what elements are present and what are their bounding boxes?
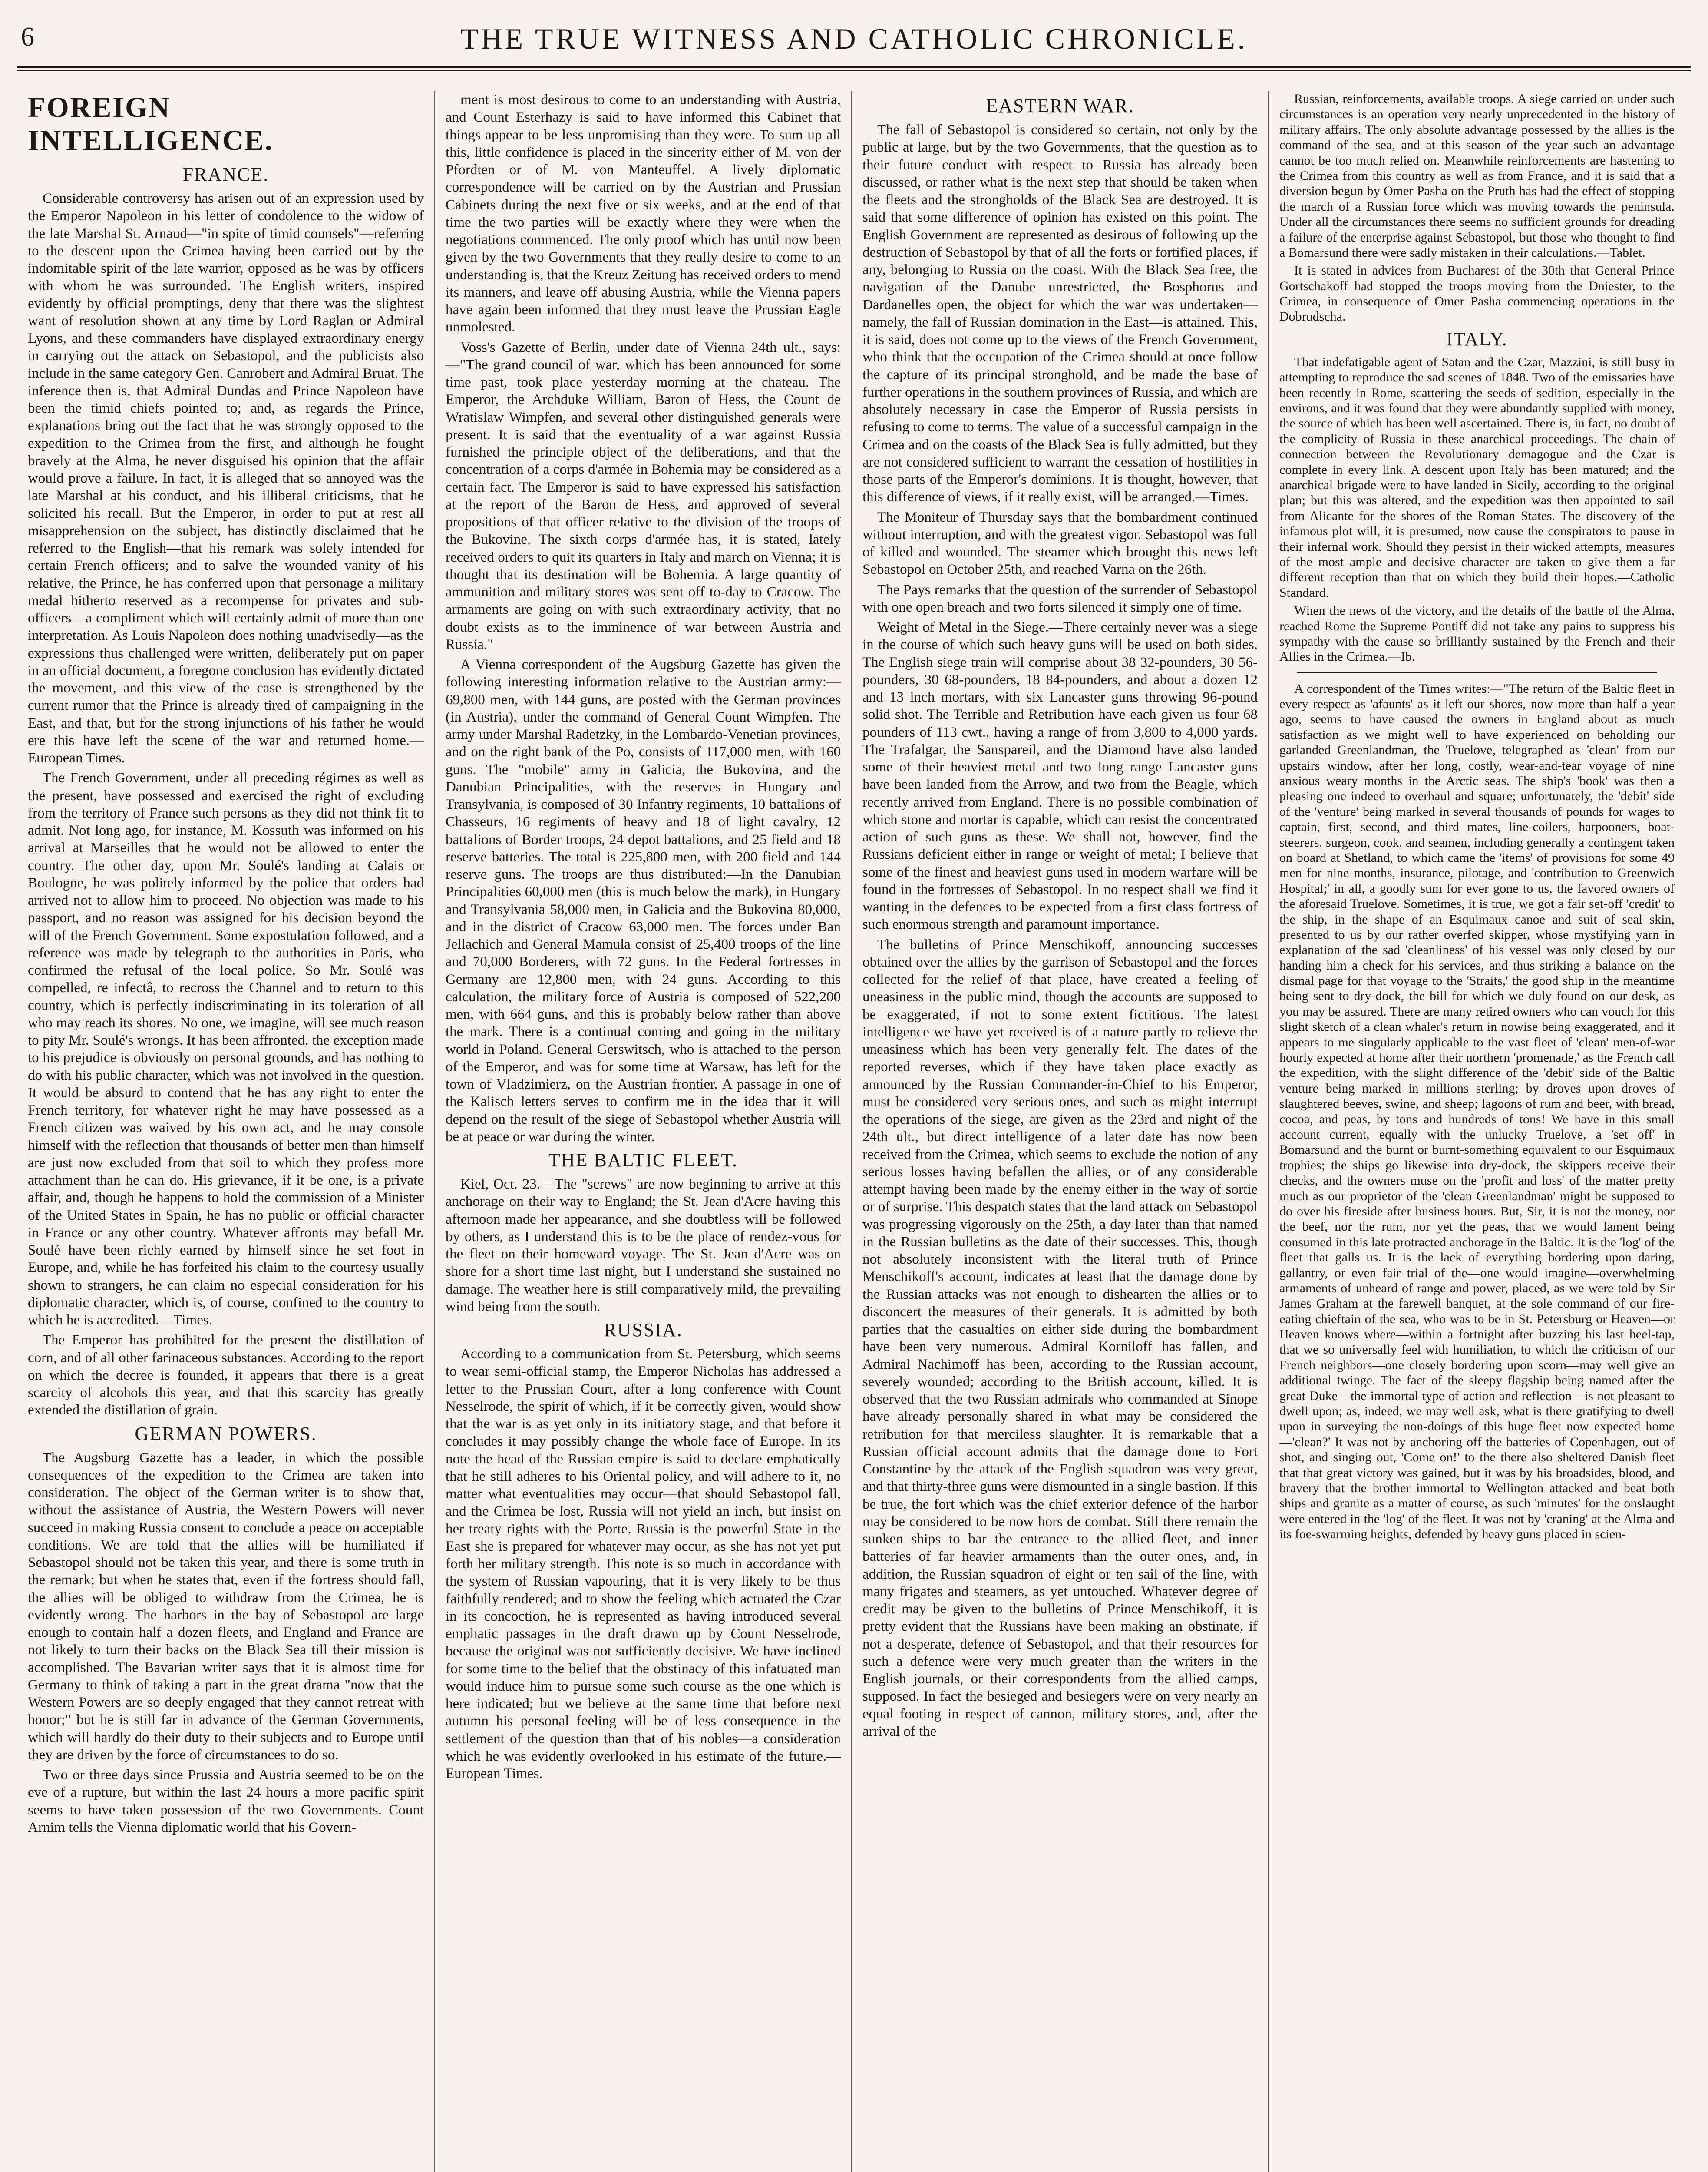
section-heading-foreign: FOREIGN INTELLIGENCE. xyxy=(28,92,274,156)
paragraph: Considerable controversy has arisen out of an expression used by the Emperor Napoleon in his letter of condolence to the widow of the late Marshal St. Arnaud—"in spite of timid counsels"—referring to the descent upon the Crimea having been carried out by the indomitable spirit of the late warrior, opposed as he was by officers with whom he was surrounded. The English writers, inspired evidently by official promptings, deny that there was the slightest want of resolution shown at any time by Lord Raglan or Admiral Lyons, and these commanders have displayed extraordinary energy in carrying out the attack on Sebastopol, and the publicists also include in the same category Gen. Canrobert and Admiral Bruat. The inference then is, that Admiral Dundas and Prince Napoleon have been the timid chiefs pointed to; and, as regards the Prince, explanations bring out the fact that he was strongly opposed to the expedition to the Crimea from the first, and although he fought bravely at the Alma, he never disguised his opinion that the affair would prove a failure. In fact, it is alleged that so annoyed was the late Marshal at his conduct, and his illiberal criticisms, that he solicited his recall. But the Emperor, in order to put at rest all misapprehension on the subject, has distinctly disclaimed that he referred to the English—that his remark was solely intended for certain French officers; and to salve the wounded vanity of his relative, the Prince, he has conferred upon that personage a military medal hitherto reserved as a recompense for privates and sub-officers—a compliment which will certainly admit of more than one interpretation. As Louis Napoleon does nothing unadvisedly—as the expressions thus challenged were written, deliberately put on paper in an official document, a foregone conclusion has evidently dictated the movement, and this view of the case is strengthened by the current rumor that the Prince is already tired of campaigning in the East, and that, but for the strong injunctions of his father he would ere this have left the scene of the war and returned home.—European Times. xyxy=(28,191,424,766)
subheading-italy: ITALY. xyxy=(1446,328,1508,350)
page-header xyxy=(17,17,1691,83)
paragraph: That indefatigable agent of Satan and the Czar, Mazzini, is still busy in attempting to reproduce the sad scenes of 1848. Two of the emissaries have been recently in Rome, scattering the seeds of sedition, especially in the environs, and it was found that they were abundantly supplied with money, the source of which has been well ascertained. There is, in fact, no doubt of the complicity of Russia in these anarchical proceedings. The chain of connection between the Revolutionary demagogue and the Czar is complete in every link. A descent upon Italy has been matured; and the anarchical brigade were to have landed in Sicily, according to the original plan; but this was altered, and the expedition was then appointed to sail from Alicante for the shores of the Roman States. The discovery of the infamous plot will, it is presumed, now cause the conspirators to pause in their infernal work. Should they persist in their wicked attempts, measures of the most ample and decisive character are taken to give them a far different reception than that on which they build their hopes.—Catholic Standard. xyxy=(1279,354,1675,600)
paragraph: Weight of Metal in the Siege.—There certainly never was a siege in the course of which such heavy guns will be used on both sides. The English siege train will comprise about 38 32-pounders, 30 56-pounders, 30 68-pounders, 18 84-pounders, and about a dozen 12 and 13 inch mortars, with six Lancaster guns throwing 96-pound solid shot. The Terrible and Retribution have each given us four 68 pounders of 113 cwt., having a range of from 3,800 to 4,000 yards. The Trafalgar, the Sanspareil, and the Diamond have also landed some of their heaviest metal and two long range Lancaster guns have been landed from the Arrow, and two from the Beagle, which recently arrived from England. There is no possible combination of which stone and mortar is capable, which can resist the concentrated action of such guns as these. We shall not, however, find the Russians deficient either in range or weight of metal; I believe that some of the finest and heaviest guns used in modern warfare will be found in the fortresses of Sebastopol. In no respect shall we find it wanting in the defences to be expected from a first class fortress of such enormous strength and paramount importance. xyxy=(862,619,1258,933)
paragraph: According to a communication from St. Petersburg, which seems to wear semi-official stamp, the Emperor Nicholas has addressed a letter to the Prussian Court, after a long conference with Count Nesselrode, the spirit of which, if it be correctly given, would show that the war is as yet only in its initiatory stage, and that before it concludes it may possibly change the whole face of Europe. In its note the head of the Russian empire is said to declare emphatically that he still adheres to his Oriental policy, and will adhere to it, no matter what eventualities may occur—that should Sebastopol fall, and the Crimea be lost, Russia will not yield an inch, but insist on her treaty rights with the Porte. Russia is the powerful State in the East she is prepared for whatever may occur, as she has not yet put forth her military strength. This note is so much in accordance with the system of Russian vapouring, that it is very likely to be thus faithfully rendered; and to show the feeling which actuated the Czar in its concoction, he is represented as having introduced several emphatic passages in the draft drawn up by Count Nesselrode, because the original was not sufficiently decisive. We have inclined for some time to the belief that the obstinacy of this infatuated man would induce him to pursue some such course as the one which is here indicated; but we believe at the same time that before next autumn his personal feeling will be of less consequence in the settlement of the question than that of his nobles—a consideration which he was evidently overlooked in his estimate of the future.—European Times. xyxy=(446,1346,841,1781)
paragraph: It is stated in advices from Bucharest of the 30th that General Prince Gortschakoff had stopped the troops moving from the Dniester, to the Crimea, in consequence of Omer Pasha commencing operations in the Dobrudscha. xyxy=(1279,263,1675,324)
paragraph: The Pays remarks that the question of the surrender of Sebastopol with one open breach and two forts silenced it simply one of time. xyxy=(862,582,1258,615)
paragraph: The fall of Sebastopol is considered so certain, not only by the public at large, but by the two Governments, that the question as to their future conduct with respect to Russia has already been discussed, or rather what is the next step that should be taken when the fleets and the strongholds of the Black Sea are destroyed. It is said that some difference of opinion has existed on this point. The English Government are represented as desirous of following up the destruction of Sebastopol by that of all the forts or fortified places, if any, belonging to Russia on the coast. With the Black Sea free, the navigation of the Danube unrestricted, the Bosphorus and Dardanelles open, the object for which the war was undertaken—namely, the fall of Russian domination in the East—is attained. This, it is said, does not come up to the views of the French Government, who think that the occupation of the Crimea should at once follow the capture of its principal stronghold, and be made the base of further operations in the southern provinces of Russia, and which are absolutely necessary in case the Emperor of Russia persists in refusing to come to terms. The value of a successful campaign in the Crimea and on the coasts of the Black Sea is fully admitted, but they are not considered sufficient to warrant the cessation of hostilities in those parts of the Emperor's dominions. It is thought, however, that this difference of views, if it really exist, will be arranged.—Times. xyxy=(862,122,1258,505)
column-3 xyxy=(851,91,1268,2172)
subheading-baltic-fleet: THE BALTIC FLEET. xyxy=(548,1149,738,1171)
paragraph: Voss's Gazette of Berlin, under date of Vienna 24th ult., says:—"The grand council of war, which has been announced for some time past, took place yesterday morning at the chateau. The Emperor, the Archduke William, Baron of Hess, the Count de Wratislaw Wimpfen, and several other distinguished generals were present. It is said that the eventuality of a war against Russia furnished the principle object of the deliberations, and that the concentration of a corps d'armée in Bohemia may be considered as a certain fact. The Emperor is said to have expressed his satisfaction at the report of the Baron de Hess, and approved of several propositions of that officer relative to the division of the troops of the Bukovine. The sixth corps d'armée has, it is stated, lately received orders to quit its quarters in Italy and march on Vienna; it is thought that its destination will be Bohemia. A large quantity of ammunition and military stores was sent off to-day to Cracow. The armaments are going on with such extraordinary activity, that no doubt exists as to the imminence of war between Austria and Russia." xyxy=(446,339,841,652)
paragraph: Two or three days since Prussia and Austria seemed to be on the eve of a rupture, but within the last 24 hours a more pacific spirit seems to have taken possession of the two Governments. Count Arnim tells the Vienna diplomatic world that his Govern- xyxy=(28,1767,424,1835)
paragraph: A Vienna correspondent of the Augsburg Gazette has given the following interesting information relative to the Austrian army:—69,800 men, with 144 guns, are posted with the German provinces (in Austria), under the command of General Count Wimpfen. The army under Marshal Radetzky, in the Lombardo-Venetian provinces, and on the right bank of the Po, consists of 117,000 men, with 160 guns. The "mobile" army in Galicia, the Bukovina, and the Danubian Principalities, with the reserves in Hungary and Transylvania, is composed of 30 Infantry regiments, 10 battalions of Chasseurs, 16 regiments of heavy and 18 of light cavalry, 12 battalions of Border troops, 24 depot battalions, and 25 field and 18 reserve batteries. The total is 225,800 men, with 200 field and 144 reserve guns. The troops are thus distributed:—In the Danubian Principalities 60,000 men (this is much below the mark), in Hungary and Transylvania 58,000 men, in Galicia and the Bukovina 80,000, and in the district of Cracow 63,000 men. The forces under Ban Jellachich and General Mamula consist of 25,400 troops of the line and 70,000 Borderers, with 72 guns. In the Federal fortresses in Germany are 12,800 men, with 24 guns. According to this calculation, the military force of Austria is composed of 522,200 men, with 664 guns, and this is probably below rather than above the mark. There is a continual coming and going in the military world in Poland. General Gerswitsch, who is attached to the person of the Emperor, and was for some time at Warsaw, has left for the town of Vladzimierz, on the Austrian frontier. A passage in one of the Kalisch letters serves to confirm me in the idea that it will depend on the result of the siege of Sebastopol whether Austria will be at peace or war during the winter. xyxy=(446,657,841,1145)
paragraph: When the news of the victory, and the details of the battle of the Alma, reached Rome the Supreme Pontiff did not take any pains to suppress his sympathy with the cause so brilliantly sustained by the French and their Allies in the Crimea.—Ib. xyxy=(1279,603,1675,664)
header-rule xyxy=(17,66,1691,68)
column-4 xyxy=(1268,91,1685,2172)
paragraph: Kiel, Oct. 23.—The "screws" are now beginning to arrive at this anchorage on their way to England; the St. Jean d'Acre having this afternoon made her appearance, and she doubtless will be followed by others, as I understand this is to be the place of rendez-vous for the fleet on their homeward voyage. The St. Jean d'Acre was on shore for a short time last night, but I understand she sustained no damage. The weather here is still comparatively mild, the prevailing wind being from the south. xyxy=(446,1176,841,1314)
paragraph: ment is most desirous to come to an understanding with Austria, and Count Esterhazy is said to have informed this Cabinet that things appear to be less unpromising than they were. To sum up all this, little confidence is placed in the sincerity either of M. von der Pfordten or of M. von Manteuffel. A lively diplomatic correspondence will be carried on by the Austrian and Prussian Cabinets during the next five or six weeks, and at the end of that time the two parties will be exactly where they were when the negotiations commenced. The only proof which has until now been given by the two Governments that they really desire to come to an understanding is, that the Kreuz Zeitung has received orders to mend its manners, and leave off abusing Austria, while the Vienna papers have again been informed that they must leave the Prussian Eagle unmolested. xyxy=(446,92,841,335)
paragraph: The Augsburg Gazette has a leader, in which the possible consequences of the expedition to the Crimea are taken into consideration. The object of the German writer is to show that, without the assistance of Austria, the Western Powers will never succeed in making Russia consent to conclude a peace on acceptable conditions. We are told that the allies will be humiliated if Sebastopol should not be taken this year, and there is some truth in the remark; but when he states that, even if the fortress should fall, the allies will be obliged to withdraw from the Crimea, he is evidently wrong. The harbors in the bay of Sebastopol are large enough to contain half a dozen fleets, and England and France are not likely to turn their backs on the Black Sea till their mission is accomplished. The Bavarian writer says that it is almost time for Germany to think of taking a part in the great drama "now that the Western Powers are so deeply engaged that they cannot retreat with honor;" but he is still far in advance of the German Governments, which will hardly do their duty to their subjects and to Europe until they are driven by the force of circumstances to do so. xyxy=(28,1450,424,1763)
newspaper-masthead: THE TRUE WITNESS AND CATHOLIC CHRONICLE. xyxy=(460,22,1248,55)
paragraph: Russian, reinforcements, available troops. A siege carried on under such circumstances is an operation very nearly unprecedented in the history of military affairs. The only absolute advantage possessed by the allies is the command of the sea, and at this season of the year such an advantage cannot be too much relied on. Meanwhile reinforcements are hastening to the Crimea from this country as well as from France, and it is said that a diversion begun by Omer Pasha on the Pruth has had the effect of stopping the march of a Russian force which was moving towards the peninsula. Under all the circumstances there seems no sufficient grounds for dreading a failure of the enterprise against Sebastopol, but those who thought to find a Bomarsund there were sadly mistaken in their calculations.—Tablet. xyxy=(1279,92,1675,260)
paragraph: A correspondent of the Times writes:—"The return of the Baltic fleet in every respect as 'afaunts' as it left our shores, now more than half a year ago, seems to have caused the owners in England about as much satisfaction as we might well to have experienced on beholding our garlanded Greenlandman, the Truelove, telegraphed as 'clean' from our upstairs window, after her long, costly, wear-and-tear voyage of nine anxious weary months in the Arctic seas. The ship's 'book' was then a pleasing one indeed to overhaul and square; unfortunately, the 'debit' side of the 'venture' being marked in several thousands of pounds for wages to captain, first, second, and third mates, line-coilers, harpooners, boat-steerers, surgeon, cook, and seamen, including generally a contingent taken on board at Shetland, to which came the 'items' of provisions for some 49 men for nine months, insurance, pilotage, and 'contribution to Greenwich Hospital;' in all, a goodly sum for ever gone to us, the favored owners of the aforesaid Truelove. Sometimes, it is true, we got a fair set-off 'credit' to the ship, in the shape of an Esquimaux canoe and suit of seal skin, presented to us by our rather overfed skipper, whose mystifying yarn in explanation of the sad 'cleanliness' of his vessel was only closed by our handing him a check for his services, and thus striking a balance on the dismal page for that voyage to the 'Straits,' the good ship in the meantime being sent to dry-dock, the bill for which we duly found on our desk, as you may be assured. There are many retired owners who can vouch for this slight sketch of a clean whaler's return in nowise being exaggerated, and it appears to me singularly applicable to the vast fleet of 'clean' men-of-war hourly expected at home after their northern 'promenade,' as the French call the expedition, with the slight difference of the 'debit' side of the Baltic venture being marked in millions sterling; by droves upon droves of slaughtered beeves, swine, and sheep; lagoons of rum and beer, with bread, cocoa, and peas, by tons and hundreds of tons! We have in this small account current, equally with the unlucky Truelove, a 'set off' in Bomarsund and the burnt or burnt-something equivalent to our Esquimaux trophies; the ships go likewise into dry-dock, the skippers receive their checks, and the owners muse on the 'profit and loss' of the matter pretty much as our proprietor of the 'clean Greenlandman' might be supposed to do over his fireside after business hours. But, Sir, it is not the money, nor the beef, nor the rum, nor yet the peas, that we would lament being consumed in this late protracted anchorage in the Baltic. It is the 'log' of the fleet that galls us. It is the lack of everything bordering upon daring, gallantry, or even fair trial of the—one would imagine—overwhelming armaments of unheard of range and power, placed, as we were told by Sir James Graham at the farewell banquet, at the sole command of our fire-eating chieftain of the sea, who was to be in St. Petersburg or Heaven—or Heaven knows where—within a fortnight after buzzing his last heel-tap, that we so universally feel with humiliation, to which the criticism of our French neighbors—one closely bordering upon scorn—may well give an additional twinge. The fact of the sleepy flagship being named after the great Duke—the immortal type of action and reflection—is not pleasant to dwell upon; as, indeed, we may well ask, what is there gratifying to dwell upon in surveying the non-doings of this huge fleet now expected home—'clean?' It was not by anchoring off the batteries of Copenhagen, out of shot, and singing out, 'Come on!' to the there also sheltered Danish fleet that that great victory was gained, but it was by his broadsides, blood, and bravery that the brother immortal to Wellington attacked and beat both ships and granite as a matter of course, as such 'minutes' for the onslaught were entered in the 'log' of the fleet. It was not by 'craning' at the Alma and its foe-swarming heights, defended by heavy guns placed in scien- xyxy=(1279,681,1675,1542)
article-divider xyxy=(1297,672,1657,673)
column-1 xyxy=(17,91,434,2172)
subheading-france: FRANCE. xyxy=(182,164,269,185)
paragraph: The Moniteur of Thursday says that the bombardment continued without interruption, and with the greatest vigor. Sebastopol was full of killed and wounded. The steamer which brought this news left Sebastopol on October 25th, and reached Varna on the 26th. xyxy=(862,509,1258,578)
column-2 xyxy=(434,91,851,2172)
article-columns xyxy=(17,91,1691,2172)
subheading-russia: RUSSIA. xyxy=(604,1319,683,1341)
paragraph: The bulletins of Prince Menschikoff, announcing successes obtained over the allies by the garrison of Sebastopol and the forces collected for the relief of that place, have created a feeling of uneasiness in the public mind, though the accounts are supposed to be exaggerated, if not to some extent fictitious. The latest intelligence we have yet received is of a nature partly to relieve the uneasiness which has been very generally felt. The dates of the reported reverses, which if they have taken place exactly as announced by the Russian Commander-in-Chief to his Emperor, must be considered very serious ones, and such as might interrupt the operations of the siege, are given as the 23rd and night of the 24th ult., but direct intelligence of a later date has now been received from the Crimea, which seems to exclude the notion of any serious losses having befallen the allies, or of any considerable attempt having been made by the enemy either in the way of sortie or of surprise. This despatch states that the land attack on Sebastopol was progressing vigorously on the 25th, a day later than that named in the Russian bulletins as the date of their successes. This, though not absolutely inconsistent with the literal truth of Prince Menschikoff's account, indicates at least that the damage done by the Russian attacks was not enough to dishearten the allies or to disconcert the measures of their generals. It is admitted by both parties that the casualties on either side during the bombardment have been very numerous. Admiral Korniloff has fallen, and Admiral Nachimoff has been, according to the Russian account, severely wounded; according to the British account, killed. It is observed that the two Russian admirals who commanded at Sinope have already personally shared in what may be considered the retribution for that merciless slaughter. It is remarkable that a Russian official account admits that the damage done to Fort Constantine by the attack of the English squadron was very great, and that thirty-three guns were dismounted in a single bastion. If this be true, the fort which was the chief exterior defence of the harbor may be considered to be now hors de combat. Still there remain the sunken ships to bar the entrance to the allied fleet, and inner batteries of far heavier armaments than the outer ones, and, in addition, the Russian squadron of eight or ten sail of the line, with many frigates and steamers, as yet untouched. Whatever degree of credit may be given to the bulletins of Prince Menschikoff, it is pretty evident that the Russians have been making an obstinate, if not a desperate, defence of Sebastopol, and that their resources for such a defence were very much greater than the writers in the English journals, or their correspondents from the allied camps, supposed. In fact the besieged and besiegers were on very nearly an equal footing in respect of cannon, military stores, and, after the arrival of the xyxy=(862,937,1258,1739)
paragraph: The French Government, under all preceding régimes as well as the present, have possessed and exercised the right of excluding from the territory of France such persons as they did not think fit to admit. Not long ago, for instance, M. Kossuth was informed on his arrival at Marseilles that he would not be allowed to enter the country. The other day, upon Mr. Soulé's landing at Calais or Boulogne, he was politely informed by the police that orders had arrived not to allow him to proceed. No objection was made to his passport, and no reason was assigned for his decision beyond the will of the French Government. Some expostulation followed, and a reference was made by telegraph to the authorities in Paris, who confirmed the refusal of the local police. So Mr. Soulé was compelled, re infectâ, to recross the Channel and to return to this country, which is perfectly indiscriminating in its toleration of all who may reach its shores. No one, we imagine, will see much reason to pity Mr. Soulé's wrongs. It has been affronted, the exception made to his prejudice is obviously on personal grounds, and has nothing to do with his public character, which was not involved in the question. It would be absurd to contend that he has any right to enter the French territory, for whatever right he may have possessed as a French citizen was waived by his own act, and he may console himself with the reflection that thousands of better men than himself are just now excluded from that soil to which they profess more attachment than he can do. His grievance, if it be one, is a private affair, and, though he happens to hold the commission of a Minister of the United States in Spain, he has no public or official character in France or any other country. Whatever affronts may befall Mr. Soulé have been richly earned by himself since he set foot in Europe, and, while he has forfeited his claim to the courtesy usually shown to strangers, he can claim no especial consideration for his diplomatic character, which is, of course, confined to the country to which he is accredited.—Times. xyxy=(28,770,424,1328)
page-number: 6 xyxy=(21,22,34,52)
subheading-german-powers: GERMAN POWERS. xyxy=(135,1423,317,1444)
header-rule-thin xyxy=(17,70,1691,71)
paragraph: The Emperor has prohibited for the present the distillation of corn, and of all other farinaceous substances. According to the report on which the decree is founded, it appears that there is a great scarcity of alcohols this year, and that this scarcity has greatly extended the distillation of grain. xyxy=(28,1332,424,1418)
subheading-eastern-war: EASTERN WAR. xyxy=(986,95,1134,116)
